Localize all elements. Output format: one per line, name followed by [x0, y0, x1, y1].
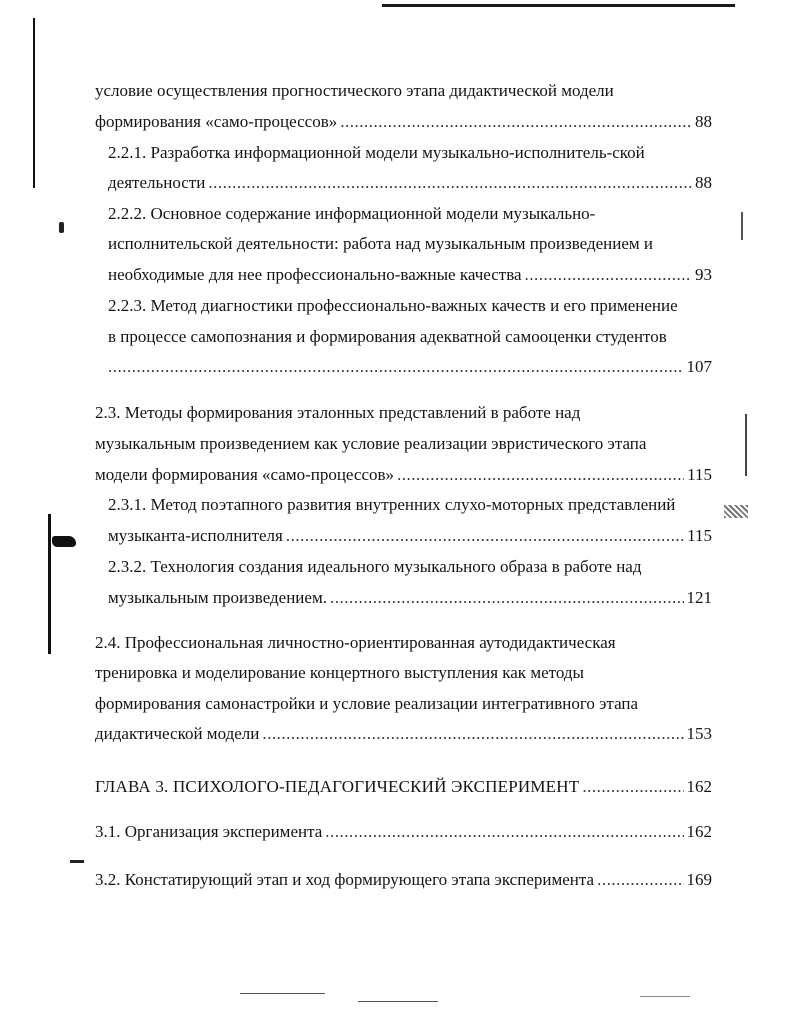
scan-ink-mark	[59, 222, 64, 233]
toc-page-number: 115	[687, 526, 712, 545]
toc-entry-text: 2.3. Методы формирования эталонных представлений в работе над	[95, 403, 581, 422]
toc-entry-text: 2.3.1. Метод поэтапного развития внутренних слухо-моторных представлений	[108, 495, 676, 514]
toc-entry-text: 2.3.2. Технология создания идеального музыкального образа в работе над	[108, 557, 642, 576]
toc-page-number: 169	[686, 870, 712, 889]
toc-entry-text: необходимые для нее профессионально-важные качества	[108, 265, 522, 284]
toc-line	[95, 693, 712, 715]
toc-leader-dots	[525, 264, 692, 286]
toc-leader-dots	[208, 172, 692, 194]
toc-entry-text: дидактической модели	[95, 724, 260, 743]
toc-entry-2-3	[95, 464, 712, 486]
toc-page-number: 88	[695, 173, 712, 192]
toc-entry-2-2-3	[108, 356, 712, 378]
toc-entry-text: 2.2.3. Метод диагностики профессионально-важных качеств и его применение	[108, 296, 678, 315]
toc-page-number: 107	[686, 357, 712, 376]
toc-entry-text: музыканта-исполнителя	[108, 526, 283, 545]
scan-right-mark	[741, 212, 743, 240]
scan-bottom-rule	[640, 996, 690, 997]
toc-line	[108, 556, 712, 578]
toc-page-number: 162	[686, 777, 712, 796]
toc-leader-dots	[340, 111, 692, 133]
toc-entry-text: 3.1. Организация эксперимента	[95, 822, 323, 841]
toc-entry-text: формирования самонастройки и условие реализации интегративного этапа	[95, 694, 639, 713]
toc-line	[108, 494, 712, 516]
scan-bottom-rule	[358, 1001, 438, 1002]
toc-line	[108, 142, 712, 164]
toc-entry-text: музыкальным произведением как условие реализации эвристического этапа	[95, 434, 647, 453]
toc-entry-chapter-3	[95, 776, 712, 798]
toc-page-number: 162	[686, 822, 712, 841]
toc-line	[108, 203, 712, 225]
toc-page-number: 121	[686, 588, 712, 607]
toc-leader-dots	[597, 869, 683, 891]
toc-leader-dots	[262, 723, 683, 745]
toc-page-number: 153	[686, 724, 712, 743]
toc-entry-text: 3.2. Констатирующий этап и ход формирующего этапа эксперимента	[95, 870, 595, 889]
toc-entry-text: тренировка и моделирование концертного выступления как методы	[95, 663, 584, 682]
toc-leader-dots	[108, 356, 684, 378]
toc-line	[108, 326, 712, 348]
toc-entry-text: исполнительской деятельности: работа над музыкальным произведением и	[108, 234, 653, 253]
toc-entry-2-2-1	[108, 172, 712, 194]
scan-left-bar-lower	[48, 514, 51, 654]
toc-entry-2-3-1	[108, 525, 712, 547]
toc-entry-2-2-2	[108, 264, 712, 286]
toc-entry-3-2	[95, 869, 712, 891]
scan-right-mark-lower	[745, 414, 747, 476]
toc-leader-dots	[582, 776, 683, 798]
scan-ink-dash	[70, 860, 84, 863]
toc-entry-text: в процессе самопознания и формирования адекватной самооценки студентов	[108, 327, 667, 346]
toc-line	[95, 662, 712, 684]
toc-leader-dots	[325, 821, 683, 843]
toc-chapter-title: ГЛАВА 3. ПСИХОЛОГО-ПЕДАГОГИЧЕСКИЙ ЭКСПЕРИМЕНТ	[95, 777, 580, 796]
toc-page-number: 115	[687, 465, 712, 484]
scan-speckle	[724, 505, 748, 518]
toc-entry-text: 2.2.2. Основное содержание информационной модели музыкально-	[108, 204, 596, 223]
toc-line	[95, 80, 712, 102]
toc-line	[95, 632, 712, 654]
toc-page-number: 93	[695, 265, 712, 284]
toc-page-number: 88	[695, 112, 712, 131]
toc-entry-text: формирования «само-процессов»	[95, 112, 338, 131]
toc-entry-text: деятельности	[108, 173, 206, 192]
toc-entry-2-4	[95, 723, 712, 745]
toc-entry-text: модели формирования «само-процессов»	[95, 465, 395, 484]
scan-top-rule	[382, 4, 735, 7]
toc-line	[95, 402, 712, 424]
toc-leader-dots	[397, 464, 684, 486]
toc-leader-dots	[330, 587, 684, 609]
toc-leader-dots	[286, 525, 684, 547]
scan-bottom-rule	[240, 993, 325, 994]
toc-line	[108, 233, 712, 255]
toc-entry-text: музыкальным произведением.	[108, 588, 327, 607]
scan-ink-blot	[52, 536, 76, 547]
toc-entry-2-3-2	[108, 587, 712, 609]
toc-line	[95, 433, 712, 455]
toc-entry-text: 2.2.1. Разработка информационной модели музыкально-исполнитель-ской	[108, 143, 645, 162]
toc-entry-samo-processes-prognostic	[95, 111, 712, 133]
toc-entry-3-1	[95, 821, 712, 843]
toc-entry-text: условие осуществления прогностического этапа дидактической модели	[95, 81, 614, 100]
scan-left-bar	[33, 18, 35, 188]
toc-line	[108, 295, 712, 317]
toc-entry-text: 2.4. Профессиональная личностно-ориентированная аутодидактическая	[95, 633, 616, 652]
